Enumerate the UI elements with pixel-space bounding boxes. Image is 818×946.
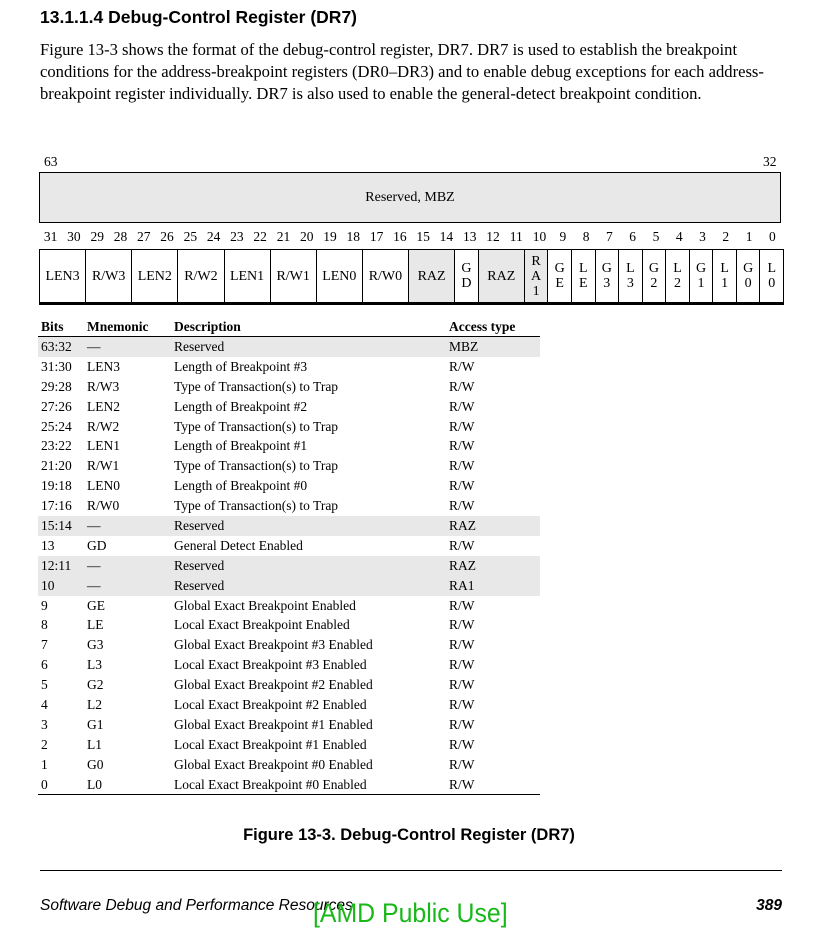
cell-mnemonic: —: [84, 516, 171, 536]
table-row: [38, 397, 540, 417]
cell-mnemonic: R/W0: [87, 498, 120, 514]
field-ra1: [525, 250, 549, 302]
cell-access: R/W: [449, 498, 475, 514]
field-label-line: 2: [673, 276, 681, 291]
cell-description: Type of Transaction(s) to Trap: [174, 498, 339, 514]
cell-description: Local Exact Breakpoint #2 Enabled: [174, 696, 367, 712]
table-header-row: [38, 317, 540, 337]
cell-bits: 5: [41, 677, 48, 693]
cell-description: Local Exact Breakpoint #0 Enabled: [174, 776, 367, 792]
bit-32-label: 32: [763, 154, 777, 169]
cell-mnemonic: LEN3: [87, 358, 120, 374]
bit-number: 14: [439, 229, 454, 244]
cell-bits: 13: [41, 537, 55, 553]
field-label-line: R/W2: [184, 268, 218, 284]
table-row: [38, 695, 540, 715]
cell-access: R/W: [449, 597, 475, 613]
cell-mnemonic: L1: [87, 736, 102, 752]
field-label-line: 3: [603, 276, 611, 291]
bit-number: 4: [675, 229, 683, 244]
table-row: [38, 775, 540, 795]
table-row: [38, 456, 540, 476]
cell-access: R/W: [449, 776, 475, 792]
table-row: [38, 436, 540, 456]
field-label-line: E: [578, 276, 588, 291]
field-label-line: E: [555, 276, 564, 291]
field-g2: [643, 250, 667, 302]
cell-access: R/W: [449, 617, 475, 633]
table-row: [38, 755, 540, 775]
table-row: [38, 536, 540, 556]
field-label-line: R/W0: [368, 268, 403, 284]
header-description: Description: [174, 318, 241, 334]
bit-number: 8: [582, 229, 590, 244]
cell-access: R/W: [449, 657, 475, 673]
cell-description: Type of Transaction(s) to Trap: [174, 418, 339, 434]
cell-description: Type of Transaction(s) to Trap: [174, 458, 339, 474]
bit-number: 23: [230, 229, 244, 244]
field-label-line: 1: [697, 276, 705, 291]
cell-mnemonic: G3: [87, 637, 104, 653]
cell-description: Global Exact Breakpoint #1 Enabled: [174, 716, 373, 732]
field-label-line: G: [695, 261, 707, 276]
register-fields: [39, 249, 784, 305]
bit-number: 6: [629, 229, 637, 244]
cell-bits: 10: [38, 576, 84, 596]
cell-description: General Detect Enabled: [174, 537, 303, 553]
table-row: [38, 615, 540, 635]
field-len3: [40, 250, 86, 302]
cell-access: R/W: [449, 537, 475, 553]
cell-bits: 63:32: [38, 337, 84, 357]
cell-bits: 3: [41, 716, 48, 732]
field-g1: [690, 250, 714, 302]
cell-access: RA1: [446, 576, 540, 596]
table-row: [38, 655, 540, 675]
bit-number: 2: [722, 229, 730, 244]
cell-access: R/W: [449, 458, 475, 474]
field-label-line: LEN0: [322, 268, 357, 284]
bit-description-table: [38, 317, 540, 795]
table-row: [38, 357, 540, 377]
cell-bits: 12:11: [38, 556, 84, 576]
field-label-line: LEN1: [229, 268, 265, 284]
cell-bits: 15:14: [38, 516, 84, 536]
field-gd: [455, 250, 479, 302]
bit-number: 28: [113, 229, 128, 244]
bit-number: 3: [699, 229, 706, 244]
field-rw2: [178, 250, 224, 302]
field-rw3: [86, 250, 132, 302]
cell-description: Length of Breakpoint #3: [174, 358, 308, 374]
field-label-line: G: [743, 261, 754, 276]
bit-number: 31: [43, 229, 58, 244]
cell-mnemonic: LEN1: [87, 438, 120, 454]
cell-mnemonic: —: [84, 576, 171, 596]
cell-description: Local Exact Breakpoint #3 Enabled: [174, 657, 367, 673]
bit-number: 5: [652, 229, 660, 244]
cell-access: R/W: [449, 677, 475, 693]
cell-bits: 2: [41, 736, 48, 752]
field-len1: [225, 250, 271, 302]
upper-reserved-label: Reserved, MBZ: [365, 189, 455, 205]
bit-number: 7: [606, 229, 613, 244]
cell-mnemonic: GD: [87, 537, 107, 553]
table-row: [38, 596, 540, 616]
cell-bits: 21:20: [41, 458, 72, 474]
field-label-line: G: [601, 261, 612, 276]
table-row: [38, 735, 540, 755]
cell-access: R/W: [449, 378, 475, 394]
cell-mnemonic: G1: [87, 716, 104, 732]
field-le: [572, 250, 596, 302]
cell-description: Type of Transaction(s) to Trap: [174, 378, 339, 394]
cell-description: Local Exact Breakpoint Enabled: [174, 617, 350, 633]
header-bits: Bits: [41, 318, 64, 334]
bit-number: 12: [486, 229, 500, 244]
cell-mnemonic: L3: [87, 657, 102, 673]
table-row: [38, 337, 540, 357]
cell-mnemonic: GE: [87, 597, 105, 613]
field-label-line: A: [531, 268, 542, 284]
cell-access: RAZ: [446, 516, 540, 536]
field-len2: [132, 250, 178, 302]
field-g0: [737, 250, 761, 302]
field-label-line: 1: [721, 276, 729, 291]
cell-bits: 0: [41, 776, 48, 792]
bit-number: 22: [253, 229, 267, 244]
bit-number: 25: [183, 229, 198, 244]
cell-bits: 1: [41, 756, 48, 772]
cell-description: Reserved: [171, 516, 446, 536]
cell-access: R/W: [449, 756, 475, 772]
table-row: [38, 556, 540, 576]
field-rw0: [363, 250, 409, 302]
cell-bits: 19:18: [41, 478, 72, 494]
figure-caption: Figure 13-3. Debug-Control Register (DR7): [243, 826, 575, 844]
cell-bits: 9: [41, 597, 48, 613]
field-label-line: RAZ: [417, 268, 446, 284]
intro-paragraph: Figure 13-3 shows the format of the debug-control register, DR7. DR7 is used to establish the breakpoint conditions for the address-breakpoint registers (DR0–DR3) and to enable debug exceptions for each address-breakpoint register individually. DR7 is also used to enable the general-detect breakpoint condition.: [40, 40, 764, 103]
bit-number: 15: [416, 229, 430, 244]
cell-description: Global Exact Breakpoint #3 Enabled: [174, 637, 373, 653]
cell-description: Global Exact Breakpoint #0 Enabled: [174, 756, 373, 772]
cell-description: Reserved: [171, 337, 446, 357]
bit-number: 24: [206, 229, 221, 244]
cell-bits: 29:28: [41, 378, 72, 394]
cell-access: R/W: [449, 418, 475, 434]
cell-access: R/W: [449, 398, 475, 414]
cell-bits: 27:26: [41, 398, 72, 414]
watermark: [AMD Public Use]: [313, 898, 508, 928]
field-label-line: 3: [626, 276, 634, 291]
field-label-line: R: [531, 253, 541, 269]
cell-access: R/W: [449, 478, 475, 494]
bit-number: 16: [393, 229, 407, 244]
bit-number: 9: [559, 229, 567, 244]
footer-divider: [40, 870, 782, 871]
field-label-line: 0: [768, 276, 776, 291]
header-mnemonic: Mnemonic: [87, 318, 149, 334]
cell-bits: 8: [41, 617, 48, 633]
field-len0: [317, 250, 363, 302]
bit-number: 30: [67, 229, 81, 244]
field-raz: [479, 250, 525, 302]
field-raz: [409, 250, 455, 302]
lower-bit-numbers: [39, 229, 784, 246]
bit-number: 0: [768, 229, 776, 244]
cell-bits: 7: [41, 637, 48, 653]
bit-number: 10: [532, 229, 547, 244]
cell-mnemonic: —: [84, 556, 171, 576]
field-label-line: D: [461, 276, 472, 291]
cell-bits: 6: [41, 657, 48, 673]
field-label-line: L: [578, 261, 588, 276]
cell-mnemonic: LEN2: [87, 398, 120, 414]
field-label-line: L: [673, 261, 682, 276]
bit-number: 21: [276, 229, 291, 244]
cell-access: R/W: [449, 637, 475, 653]
table-row: [38, 476, 540, 496]
field-label-line: L: [767, 261, 776, 276]
section-heading: 13.1.1.4 Debug-Control Register (DR7): [40, 7, 357, 27]
cell-description: Reserved: [171, 576, 446, 596]
cell-bits: 4: [41, 696, 48, 712]
bit-number: 20: [299, 229, 314, 244]
table-row: [38, 417, 540, 437]
cell-mnemonic: L0: [87, 776, 102, 792]
bit-number: 1: [745, 229, 753, 244]
field-label-line: G: [461, 261, 472, 276]
field-g3: [596, 250, 620, 302]
table-row: [38, 715, 540, 735]
bit-number: 11: [509, 229, 523, 244]
table-row: [38, 496, 540, 516]
cell-mnemonic: —: [84, 337, 171, 357]
table-row: [38, 675, 540, 695]
cell-access: R/W: [449, 736, 475, 752]
cell-description: Global Exact Breakpoint Enabled: [174, 597, 356, 613]
cell-access: R/W: [449, 716, 475, 732]
field-l0: [760, 250, 783, 302]
cell-access: R/W: [449, 438, 475, 454]
cell-description: Length of Breakpoint #1: [174, 438, 308, 454]
field-label-line: G: [648, 261, 659, 276]
cell-bits: 17:16: [41, 498, 72, 514]
cell-description: Local Exact Breakpoint #1 Enabled: [174, 736, 367, 752]
upper-reserved-field: [39, 172, 781, 223]
cell-mnemonic: LEN0: [87, 478, 120, 494]
bit-number: 18: [346, 229, 361, 244]
field-label-line: 0: [744, 276, 752, 291]
table-row: [38, 516, 540, 536]
cell-access: R/W: [449, 358, 475, 374]
field-label-line: 2: [650, 276, 658, 291]
field-label-line: G: [554, 261, 565, 276]
cell-mnemonic: G2: [87, 677, 104, 693]
header-access-type: Access type: [449, 318, 516, 334]
field-label-line: LEN3: [45, 268, 80, 284]
cell-description: Length of Breakpoint #0: [174, 478, 308, 494]
bit-number: 17: [369, 229, 384, 244]
page-number: 389: [756, 897, 782, 914]
cell-bits: 31:30: [41, 358, 72, 374]
cell-mnemonic: R/W1: [87, 458, 120, 474]
field-ge: [548, 250, 572, 302]
table-row: [38, 576, 540, 596]
field-label-line: LEN2: [137, 268, 172, 284]
field-label-line: RAZ: [487, 268, 516, 284]
cell-mnemonic: R/W2: [87, 418, 120, 434]
table-row: [38, 635, 540, 655]
field-label-line: R/W1: [276, 268, 310, 284]
field-label-line: R/W3: [91, 268, 126, 284]
cell-access: MBZ: [446, 337, 540, 357]
cell-mnemonic: LE: [87, 617, 104, 633]
cell-description: Global Exact Breakpoint #2 Enabled: [174, 677, 373, 693]
cell-description: Reserved: [171, 556, 446, 576]
table-row: [38, 377, 540, 397]
field-label-line: 1: [532, 283, 540, 299]
cell-bits: 23:22: [41, 438, 72, 454]
field-label-line: L: [626, 261, 635, 276]
field-l1: [713, 250, 737, 302]
bit-number: 19: [323, 229, 337, 244]
field-rw1: [271, 250, 317, 302]
cell-mnemonic: R/W3: [87, 378, 120, 394]
field-l3: [619, 250, 643, 302]
bit-number: 27: [137, 229, 151, 244]
cell-access: R/W: [449, 696, 475, 712]
bit-number: 13: [462, 229, 477, 244]
cell-description: Length of Breakpoint #2: [174, 398, 308, 414]
field-l2: [666, 250, 690, 302]
cell-mnemonic: L2: [87, 696, 102, 712]
bit-63-label: 63: [44, 154, 58, 169]
cell-bits: 25:24: [41, 418, 72, 434]
field-label-line: L: [720, 261, 729, 276]
cell-mnemonic: G0: [87, 756, 104, 772]
bit-number: 26: [160, 229, 174, 244]
cell-access: RAZ: [446, 556, 540, 576]
bit-number: 29: [90, 229, 104, 244]
footer-title: Software Debug and Performance Resources: [40, 897, 353, 914]
